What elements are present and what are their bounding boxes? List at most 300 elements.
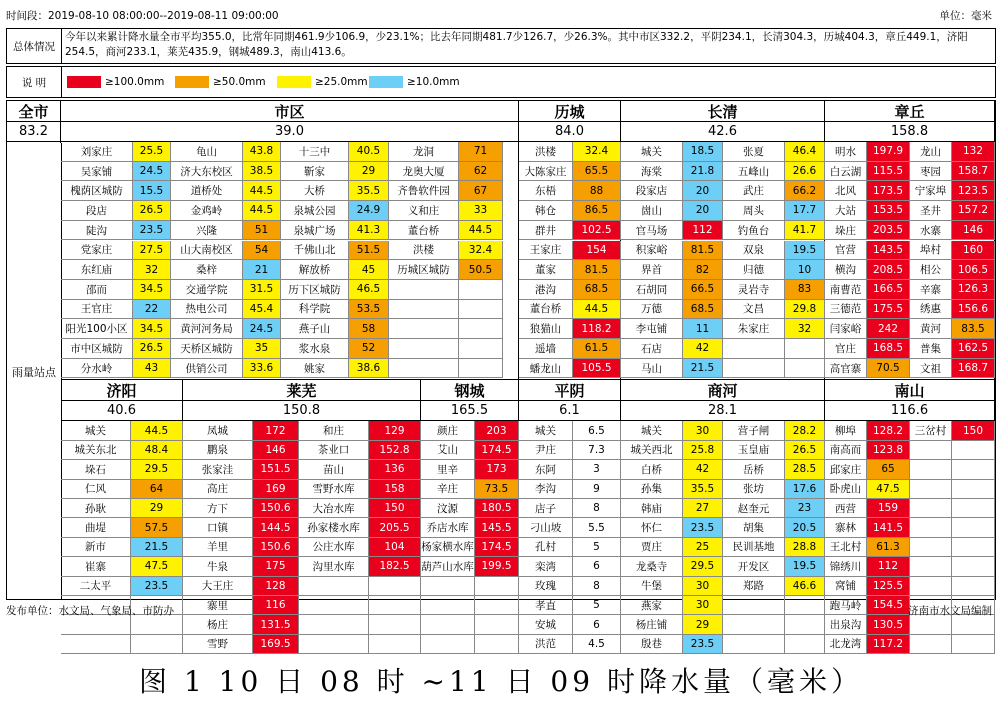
station-value <box>475 635 519 654</box>
station-value: 26.6 <box>785 162 825 182</box>
station-value: 62 <box>459 162 503 182</box>
station-value: 18.5 <box>683 142 723 162</box>
station-value: 32.4 <box>459 241 503 261</box>
station-value: 44.5 <box>459 221 503 241</box>
region-avg: 40.6 <box>61 400 182 421</box>
station-value: 203.5 <box>867 221 910 241</box>
station-value: 20 <box>683 181 723 201</box>
station-name <box>421 577 475 596</box>
station-name: 新市 <box>61 538 131 557</box>
station-name: 鹏泉 <box>183 441 253 460</box>
station-name: 城关西北 <box>621 441 683 460</box>
station-name <box>299 635 369 654</box>
station-value: 70.5 <box>867 359 910 379</box>
station-value: 158.7 <box>952 162 995 182</box>
station-name: 千佛山北 <box>281 241 349 261</box>
station-value: 32 <box>133 260 171 280</box>
station-name: 槐荫区城防 <box>61 181 133 201</box>
station-name: 武庄 <box>723 181 785 201</box>
station-value: 41.7 <box>785 221 825 241</box>
station-value: 33.6 <box>243 359 281 379</box>
station-value: 30 <box>683 421 723 440</box>
station-value <box>459 359 503 379</box>
station-value: 29 <box>683 615 723 634</box>
station-value: 156.6 <box>952 300 995 320</box>
station-name: 王家庄 <box>519 241 573 261</box>
station-name: 分水岭 <box>61 359 133 379</box>
city-column <box>7 101 61 143</box>
station-name: 玫瑰 <box>519 577 573 596</box>
station-name: 董台桥 <box>519 300 573 320</box>
unit-label: 单位：毫米 <box>939 10 992 22</box>
region-name: 济阳 <box>61 380 182 401</box>
station-value: 44.5 <box>131 421 183 440</box>
station-name: 埠村 <box>910 241 952 261</box>
station-value: 160 <box>952 241 995 261</box>
station-name: 解放桥 <box>281 260 349 280</box>
station-name: 乔店水库 <box>421 518 475 537</box>
station-value <box>459 339 503 359</box>
station-value: 61.3 <box>867 538 910 557</box>
station-value: 5.5 <box>573 518 621 537</box>
station-value <box>952 635 995 654</box>
station-name: 孝直 <box>519 596 573 615</box>
station-name: 郑路 <box>723 577 785 596</box>
station-name: 黄河河务局 <box>171 319 243 339</box>
station-value: 81.5 <box>573 260 621 280</box>
station-value: 83.5 <box>952 319 995 339</box>
station-name: 靳家 <box>281 162 349 182</box>
station-value <box>785 635 825 654</box>
station-name <box>910 480 952 499</box>
station-name: 市中区城防 <box>61 339 133 359</box>
station-name <box>299 577 369 596</box>
station-value: 44.5 <box>243 201 281 221</box>
station-name: 双泉 <box>723 241 785 261</box>
region-b2 <box>421 379 519 599</box>
figure-caption: 图 1 10 日 08 时 ~11 日 09 时降水量（毫米） <box>139 665 863 698</box>
station-value: 169.5 <box>253 635 299 654</box>
station-name <box>723 635 785 654</box>
region-t0 <box>61 101 519 379</box>
station-value: 208.5 <box>867 260 910 280</box>
station-value: 51 <box>243 221 281 241</box>
station-value: 150 <box>369 499 421 518</box>
city-name: 全市 <box>7 101 60 122</box>
station-name: 界首 <box>621 260 683 280</box>
station-name: 济大东校区 <box>171 162 243 182</box>
station-value: 146 <box>952 221 995 241</box>
station-value: 38.5 <box>243 162 281 182</box>
station-value: 25.5 <box>133 142 171 162</box>
station-value: 115.5 <box>867 162 910 182</box>
station-name: 桑梓 <box>171 260 243 280</box>
city-avg: 83.2 <box>7 121 60 142</box>
station-name: 三德范 <box>825 300 867 320</box>
station-name: 仁风 <box>61 480 131 499</box>
station-value: 32.4 <box>573 142 621 162</box>
station-name: 岳桥 <box>723 460 785 479</box>
station-name: 党家庄 <box>61 241 133 261</box>
header <box>6 8 996 24</box>
station-name <box>910 577 952 596</box>
station-name: 泉城广场 <box>281 221 349 241</box>
legend-label: 说 明 <box>7 67 62 97</box>
station-name: 赵奎元 <box>723 499 785 518</box>
station-name: 黄河 <box>910 319 952 339</box>
station-value: 152.8 <box>369 441 421 460</box>
station-value: 144.5 <box>253 518 299 537</box>
station-value: 67 <box>459 181 503 201</box>
station-value: 105.5 <box>573 359 621 379</box>
station-name: 汶源 <box>421 499 475 518</box>
station-name: 明水 <box>825 142 867 162</box>
station-name: 里辛 <box>421 460 475 479</box>
region-avg: 158.8 <box>825 121 994 142</box>
station-value: 151.5 <box>253 460 299 479</box>
station-name: 孙耿 <box>61 499 131 518</box>
station-value: 35 <box>243 339 281 359</box>
station-value: 242 <box>867 319 910 339</box>
region-name: 历城 <box>519 101 620 122</box>
station-value: 174.5 <box>475 538 519 557</box>
station-name: 金鸡岭 <box>171 201 243 221</box>
region-b1 <box>183 379 421 651</box>
station-name: 段店 <box>61 201 133 221</box>
station-value: 203 <box>475 421 519 440</box>
station-name: 义和庄 <box>389 201 459 221</box>
station-value <box>459 300 503 320</box>
station-name: 羊里 <box>183 538 253 557</box>
station-value: 23.5 <box>133 221 171 241</box>
station-name: 大王庄 <box>183 577 253 596</box>
station-name: 张家洼 <box>183 460 253 479</box>
legend-item-blue <box>369 76 460 88</box>
station-value: 23.5 <box>683 518 723 537</box>
station-value <box>952 557 995 576</box>
station-name: 董台桥 <box>389 221 459 241</box>
station-name: 王官庄 <box>61 300 133 320</box>
station-name: 遥墙 <box>519 339 573 359</box>
station-name: 横沟 <box>825 260 867 280</box>
station-name: 店子 <box>519 499 573 518</box>
station-value: 65.5 <box>573 162 621 182</box>
station-value: 104 <box>369 538 421 557</box>
station-value: 3 <box>573 460 621 479</box>
station-name: 段家店 <box>621 181 683 201</box>
station-name: 殷巷 <box>621 635 683 654</box>
station-name <box>910 635 952 654</box>
region-avg: 150.8 <box>183 400 420 421</box>
station-value <box>952 518 995 537</box>
station-name: 闫家峪 <box>825 319 867 339</box>
station-value: 116 <box>253 596 299 615</box>
station-name <box>910 557 952 576</box>
station-value: 46.4 <box>785 142 825 162</box>
station-name: 刘家庄 <box>61 142 133 162</box>
station-value: 23 <box>785 499 825 518</box>
station-name: 王北村 <box>825 538 867 557</box>
station-value: 28.5 <box>785 460 825 479</box>
station-name: 文昌 <box>723 300 785 320</box>
station-value: 23.5 <box>683 635 723 654</box>
station-name: 雪野水库 <box>299 480 369 499</box>
station-name: 历下区城防 <box>281 280 349 300</box>
station-value: 29.5 <box>683 557 723 576</box>
station-name: 民训基地 <box>723 538 785 557</box>
station-name <box>389 300 459 320</box>
region-name: 长清 <box>621 101 824 122</box>
station-value: 141.5 <box>867 518 910 537</box>
summary-text: 今年以来累计降水量全市平均355.0，比常年同期461.9少106.9，少23.1%；比去年同期481.7少126.7，少26.3%。其中市区332.2，平阴234.1，长清304.3，历城404.3，章丘449.1，济阳254.5，商河233.1，莱芜435.9，钢城489.3，南山413.6。 <box>65 31 968 58</box>
station-value <box>785 359 825 379</box>
station-value: 25.8 <box>683 441 723 460</box>
station-name: 南高而 <box>825 441 867 460</box>
station-name: 垛庄 <box>825 221 867 241</box>
station-name: 大桥 <box>281 181 349 201</box>
station-name: 阳光100小区 <box>61 319 133 339</box>
station-value: 157.2 <box>952 201 995 221</box>
station-name: 垛石 <box>61 460 131 479</box>
station-name: 枣园 <box>910 162 952 182</box>
station-name: 孙家楼水库 <box>299 518 369 537</box>
station-value: 130.5 <box>867 615 910 634</box>
station-value: 51.5 <box>349 241 389 261</box>
station-name <box>389 339 459 359</box>
station-name: 龙桑寺 <box>621 557 683 576</box>
station-name: 崮山 <box>621 201 683 221</box>
station-name: 杨家横水库 <box>421 538 475 557</box>
station-value: 6 <box>573 557 621 576</box>
station-value <box>369 577 421 596</box>
station-value: 8 <box>573 499 621 518</box>
station-name: 寨林 <box>825 518 867 537</box>
station-value: 29.5 <box>131 460 183 479</box>
region-name: 平阴 <box>519 380 620 401</box>
station-name <box>61 635 131 654</box>
station-value: 21 <box>243 260 281 280</box>
station-name: 燕家 <box>621 596 683 615</box>
legend-text: ≥100.0mm <box>105 76 165 88</box>
station-name: 官马场 <box>621 221 683 241</box>
station-value <box>952 441 995 460</box>
station-value: 32 <box>785 319 825 339</box>
station-value: 44.5 <box>243 181 281 201</box>
station-value: 50.5 <box>459 260 503 280</box>
station-value: 6 <box>573 615 621 634</box>
region-avg: 28.1 <box>621 400 824 421</box>
compiler: 济南市水文局编制 <box>908 605 992 617</box>
station-name: 周头 <box>723 201 785 221</box>
legend-text: ≥25.0mm <box>315 76 368 88</box>
station-value: 17.7 <box>785 201 825 221</box>
station-name: 辛庄 <box>421 480 475 499</box>
station-value: 71 <box>459 142 503 162</box>
station-name: 泉城公园 <box>281 201 349 221</box>
station-value: 35.5 <box>349 181 389 201</box>
station-value <box>952 460 995 479</box>
station-value: 47.5 <box>131 557 183 576</box>
station-value: 112 <box>683 221 723 241</box>
station-value: 24.5 <box>133 162 171 182</box>
station-name: 牛堡 <box>621 577 683 596</box>
station-name: 文祖 <box>910 359 952 379</box>
station-value: 27 <box>683 499 723 518</box>
station-value: 11 <box>683 319 723 339</box>
station-name <box>723 359 785 379</box>
station-name: 官庄 <box>825 339 867 359</box>
station-value: 28.2 <box>785 421 825 440</box>
station-name: 二太平 <box>61 577 131 596</box>
station-name: 洪楼 <box>519 142 573 162</box>
station-value: 159 <box>867 499 910 518</box>
station-name: 崔寨 <box>61 557 131 576</box>
station-name: 龙山 <box>910 142 952 162</box>
legend-item-red <box>67 76 164 88</box>
region-t3 <box>825 101 995 379</box>
station-value: 29 <box>131 499 183 518</box>
station-name: 雪野 <box>183 635 253 654</box>
station-value: 20 <box>683 201 723 221</box>
station-value: 58 <box>349 319 389 339</box>
station-name: 卧虎山 <box>825 480 867 499</box>
station-value: 65 <box>867 460 910 479</box>
station-value: 173 <box>475 460 519 479</box>
station-name: 白桥 <box>621 460 683 479</box>
station-value: 168.5 <box>867 339 910 359</box>
summary-label: 总体情况 <box>7 29 62 63</box>
station-name: 李沟 <box>519 480 573 499</box>
station-value: 29 <box>349 162 389 182</box>
station-name: 方下 <box>183 499 253 518</box>
station-value: 10 <box>785 260 825 280</box>
station-name <box>389 280 459 300</box>
station-value: 125.5 <box>867 577 910 596</box>
station-value: 35.5 <box>683 480 723 499</box>
station-value: 40.5 <box>349 142 389 162</box>
station-value: 42 <box>683 339 723 359</box>
station-name: 栾湾 <box>519 557 573 576</box>
region-avg: 84.0 <box>519 121 620 142</box>
station-name: 口镇 <box>183 518 253 537</box>
legend-item-orange <box>175 76 266 88</box>
station-value <box>475 577 519 596</box>
station-name: 交通学院 <box>171 280 243 300</box>
station-value: 22 <box>133 300 171 320</box>
region-avg: 39.0 <box>61 121 518 142</box>
station-name: 兴隆 <box>171 221 243 241</box>
station-name: 刁山坡 <box>519 518 573 537</box>
station-name: 东梧 <box>519 181 573 201</box>
station-name: 姚家 <box>281 359 349 379</box>
station-name: 山大南校区 <box>171 241 243 261</box>
station-value: 15.5 <box>133 181 171 201</box>
station-value: 52 <box>349 339 389 359</box>
station-value: 25 <box>683 538 723 557</box>
station-name: 大冶水库 <box>299 499 369 518</box>
station-value: 145.5 <box>475 518 519 537</box>
station-name: 天桥区城防 <box>171 339 243 359</box>
station-value: 8 <box>573 577 621 596</box>
time-range: 时间段：2019-08-10 08:00:00--2019-08-11 09:00:00 <box>6 10 279 22</box>
station-name: 窝铺 <box>825 577 867 596</box>
station-name: 辛寨 <box>910 280 952 300</box>
station-value: 180.5 <box>475 499 519 518</box>
station-value: 26.5 <box>133 201 171 221</box>
legend-text: ≥10.0mm <box>407 76 460 88</box>
station-name: 北风 <box>825 181 867 201</box>
region-avg: 116.6 <box>825 400 994 421</box>
region-avg: 42.6 <box>621 121 824 142</box>
station-name: 吴家铺 <box>61 162 133 182</box>
legend-swatch <box>67 76 101 88</box>
station-value: 21.5 <box>683 359 723 379</box>
station-name: 灵岩寺 <box>723 280 785 300</box>
region-t2 <box>621 101 825 379</box>
station-value: 123.5 <box>952 181 995 201</box>
station-value: 82 <box>683 260 723 280</box>
station-value: 83 <box>785 280 825 300</box>
station-name: 东阿 <box>519 460 573 479</box>
station-name: 邵而 <box>61 280 133 300</box>
station-value: 54 <box>243 241 281 261</box>
station-value: 30 <box>683 596 723 615</box>
station-name: 马山 <box>621 359 683 379</box>
station-value: 150.6 <box>253 499 299 518</box>
station-value: 20.5 <box>785 518 825 537</box>
station-value: 23.5 <box>131 577 183 596</box>
station-name: 热电公司 <box>171 300 243 320</box>
station-name: 和庄 <box>299 421 369 440</box>
station-name: 道桥处 <box>171 181 243 201</box>
station-name: 杨庄铺 <box>621 615 683 634</box>
station-name: 柳埠 <box>825 421 867 440</box>
station-name: 韩庙 <box>621 499 683 518</box>
station-value: 166.5 <box>867 280 910 300</box>
station-value: 197.9 <box>867 142 910 162</box>
station-value: 27.5 <box>133 241 171 261</box>
station-value: 6.5 <box>573 421 621 440</box>
station-value: 112 <box>867 557 910 576</box>
station-name <box>910 441 952 460</box>
station-name: 狼猫山 <box>519 319 573 339</box>
station-value: 175.5 <box>867 300 910 320</box>
station-name: 凤城 <box>183 421 253 440</box>
station-value: 68.5 <box>683 300 723 320</box>
station-value: 102.5 <box>573 221 621 241</box>
station-value: 162.5 <box>952 339 995 359</box>
station-name: 西营 <box>825 499 867 518</box>
station-name <box>910 460 952 479</box>
station-value <box>952 499 995 518</box>
station-value: 26.5 <box>133 339 171 359</box>
station-value: 168.7 <box>952 359 995 379</box>
station-name: 牛泉 <box>183 557 253 576</box>
station-name: 开发区 <box>723 557 785 576</box>
station-value: 117.2 <box>867 635 910 654</box>
station-name: 营子闸 <box>723 421 785 440</box>
station-name <box>910 538 952 557</box>
station-value <box>952 538 995 557</box>
station-name: 曲堤 <box>61 518 131 537</box>
region-avg: 165.5 <box>421 400 518 421</box>
station-name: 锦绣川 <box>825 557 867 576</box>
station-name: 龙洞 <box>389 142 459 162</box>
station-name: 怀仁 <box>621 518 683 537</box>
station-name: 历城区城防 <box>389 260 459 280</box>
station-name: 洪范 <box>519 635 573 654</box>
station-value: 5 <box>573 538 621 557</box>
